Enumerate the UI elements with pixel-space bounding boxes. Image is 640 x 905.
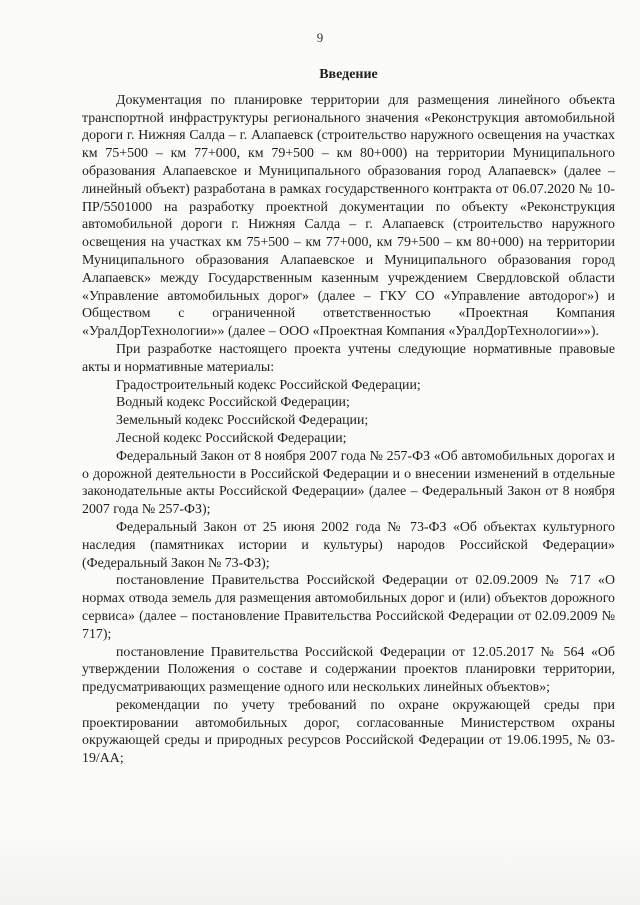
page-number: 9 [316,30,324,45]
act-paragraph-73fz: Федеральный Закон от 25 июня 2002 года № 73-ФЗ «Об объектах культурного наследия (памятниках истории и культуры) народов Российской Федерации» (Федеральный Закон № 73-ФЗ); [82,519,615,571]
list-item-forest-code: Лесной кодекс Российской Федерации; [116,430,347,446]
act-paragraph-564: постановление Правительства Российской Федерации от 12.05.2017 № 564 «Об утверждении Положения о составе и содержании проектов планировки территории, предусматривающих размещение одного или нескольких линейных объектов»; [82,644,615,696]
scan-shadow [0,825,640,905]
act-paragraph-257fz: Федеральный Закон от 8 ноября 2007 года № 257-ФЗ «Об автомобильных дорогах и о дорожной деятельности в Российской Федерации и о внесении изменений в отдельные законодательные акты Российской Федерации» (далее – Федеральный Закон от 8 ноября 2007 года № 257-ФЗ); [82,448,615,518]
section-heading: Введение [319,67,378,82]
list-item-land-code: Земельный кодекс Российской Федерации; [116,413,369,429]
document-body [82,66,615,768]
list-item-water-code: Водный кодекс Российской Федерации; [116,395,350,411]
intro-paragraph: Документация по планировке территории для размещения линейного объекта транспортной инфраструктуры регионального значения «Реконструкция автомобильной дороги г. Нижняя Салда – г. Алапаевск (строительство наружного освещения на участках км 75+500 – км 77+000, км 79+500 – км 80+000) на территории Муниципального образования Алапаевское и Муниципального образования город Алапаевск» (далее – линейный объект) разработана в рамках государственного контракта от 06.07.2020 № 10-ПР/5501000 на разработку проектной документации по объекту «Реконструкция автомобильной дороги г. Нижняя Салда – г. Алапаевск (строительство наружного освещения на участках км 75+500 – км 77+000, км 79+500 – км 80+000) на территории Муниципального образования Алапаевское и Муниципального образования город Алапаевск» между Государственным казенным учреждением Свердловской области «Управление автомобильных дорог» (далее – ГКУ СО «Управление автодорог») и Обществом с ограниченной ответственностью «Проектная Компания «УралДорТехнологии»» (далее – ООО «Проектная Компания «УралДорТехнологии»»). [82,92,615,340]
list-item-urban-code: Градостроительный кодекс Российской Федерации; [116,377,421,393]
regulations-intro-paragraph: При разработке настоящего проекта учтены следующие нормативные правовые акты и нормативные материалы: [82,341,615,375]
act-paragraph-recommendations: рекомендации по учету требований по охране окружающей среды при проектировании автомобильных дорог, согласованные Министерством охраны окружающей среды и природных ресурсов Российской Федерации от 19.06.1995, № 03-19/АА; [82,697,615,767]
act-paragraph-717: постановление Правительства Российской Федерации от 02.09.2009 № 717 «О нормах отвода земель для размещения автомобильных дорог и (или) объектов дорожного сервиса» (далее – постановление Правительства Российской Федерации от 02.09.2009 № 717); [82,573,615,642]
